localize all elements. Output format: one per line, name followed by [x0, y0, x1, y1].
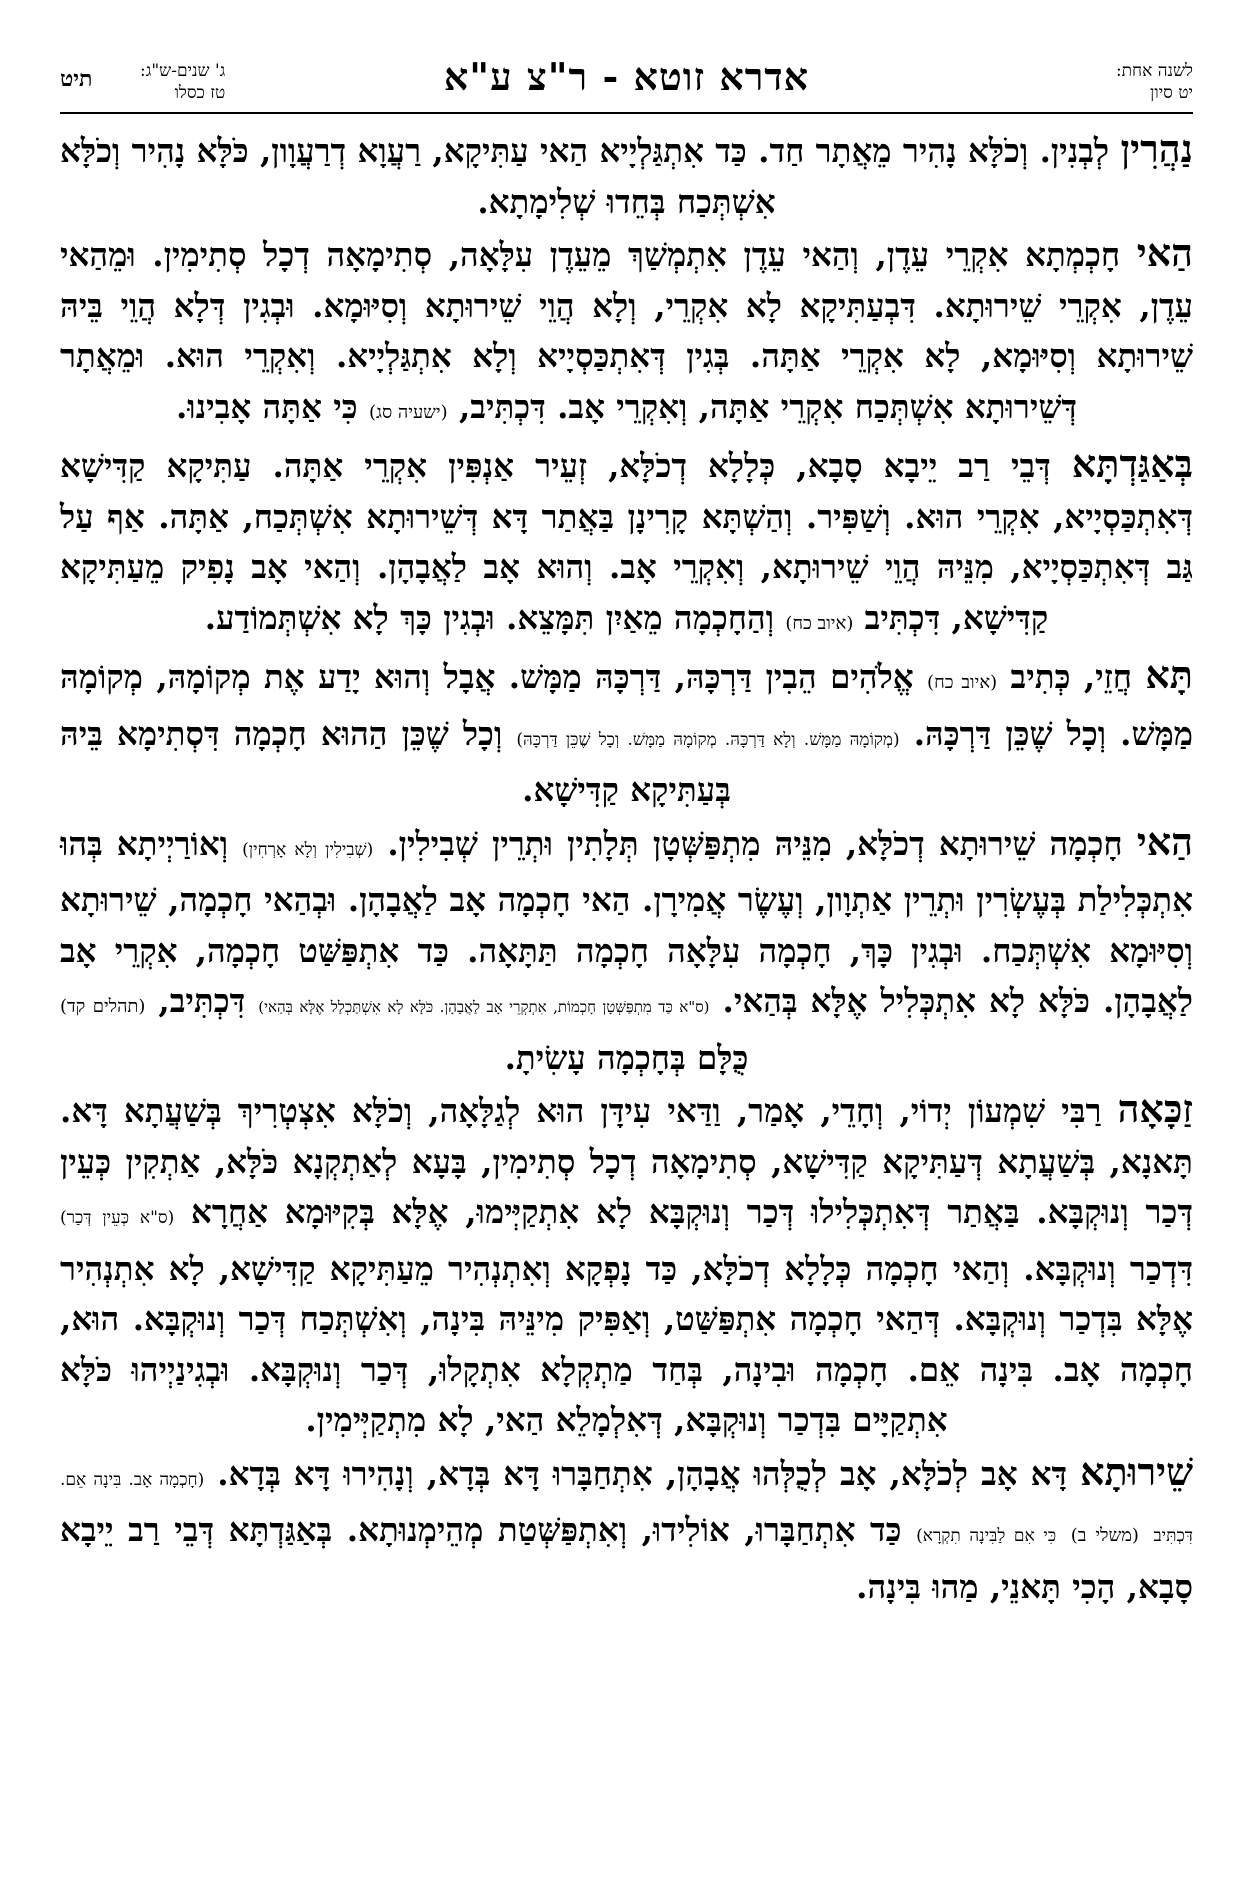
paragraph-text: וְהַחָכְמָה מֵאַיִן תִּמָּצֵא. וּבְגִין כָּךְ לָא אִשְׁתְּמוֹדַע.: [204, 597, 786, 637]
paragraph-opener: שֵׁירוּתָא: [1080, 1448, 1193, 1494]
paragraph-text: חָכְמְתָא אִקְרֵי עֵדֶן, וְהַאי עֵדֶן אִתְמְשַׁךְ מֵעֵדֶן עִלָּאָה, סְתִימָאָה דְכָל סְתִימִין. וּמֵהַאי עֵדֶן, אִקְרֵי שֵׁירוּתָא. דִּבְעַתִּיקָא לָא אִקְרֵי, וְלָא הֲוֵי שֵׁירוּתָא וְסִיּוּמָא. וּבְגִין דְּלָא הֲוֵי בֵּיהּ שֵׁירוּתָא וְסִיּוּמָא, לָא אִקְרֵי אַתָּה. בְּגִין דְּאִתְכַּסְיָיא וְלָא אִתְגַּלְיָיא. וְאִקְרֵי הוּא. וּמֵאֲתָר דְּשֵׁירוּתָא אִשְׁתְּכַח אִקְרֵי אַתָּה, וְאִקְרֵי אָב. דִּכְתִּיב,: [60, 235, 1193, 426]
paragraph: [60, 124, 1193, 227]
paragraph-text: אֱלֹהִים הֵבִין דַּרְכָּהּ, דַּרְכָּהּ מַמָּשׁ. אֲבָל וְהוּא יָדַע אֶת מְקוֹמָהּ, מְקוֹמָהּ מַמָּשׁ. וְכָל שֶׁכֵּן דַּרְכָּהּ.: [60, 657, 1193, 753]
paragraph-opener: הַאי: [1136, 230, 1193, 275]
paragraph-text: דִּדְכַר וְנוּקְבָּא. וְהַאי חָכְמָה כְּלָלָא דְכֹלָּא, כַּד נָפְקָא וְאִתְנְהִיר מֵעַתִּיקָא קַדִּישָׁא, לָא אִתְנְהִיר אֶלָּא בִּדְכַר וְנוּקְבָּא. דְּהַאי חָכְמָה אִתְפַּשַּׁט, וְאַפִּיק מִינֵּיהּ בִּינָה, וְאִשְׁתְּכַח דְּכַר וְנוּקְבָּא. הוּא, חָכְמָה אָב. בִּינָה אֵם. חָכְמָה וּבִינָה, בְּחַד מַתְקְלָא אִתְקָלוּ, דְּכַר וְנוּקְבָּא. וּבְגִינַיְיהוּ כֹּלָּא אִתְקַיָּים בִּדְכַר וְנוּקְבָּא, דְּאִלְמָלֵא הַאי, לָא מִתְקַיְּימִין.: [60, 1248, 1193, 1439]
paragraph-opener: זַכָּאָה: [1117, 1086, 1193, 1131]
variant-note: כִּי אִם לַבִּינָה תִקְרָא): [916, 1526, 1057, 1546]
variant-note: (ס"א כְּעֵין דְּכַר): [60, 1208, 175, 1228]
paragraph-text: לְבְנִין. וְכֹלָּא נָהִיר מֵאֲתָר חַד. כַּד אִתְגַּלְיָיא הַאי עַתִּיקָא, רַעֲוָא דְרַעֲוָון, כֹּלָּא נָהִיר וְכֹלָּא אִשְׁתְּכַח בְּחֵדוּ שְׁלִימָתָא.: [60, 131, 1121, 221]
paragraph-text: דָּא אָב לְכֹלָּא, אָב לְכֻלְּהוּ אֲבָהָן, אִתְחַבָּרוּ דָּא בְּדָא, וְנָהִירוּ דָּא בְּדָא.: [204, 1453, 1081, 1493]
paragraph: [60, 439, 1193, 649]
variant-note: (מְקוֹמָהּ מַמָּשׁ. וְלָא דַּרְכָּהּ. מְקוֹמָהּ מַמָּשׁ. וְכָל שֶׁכֵּן דַּרְכָּהּ): [516, 729, 900, 750]
paragraph: [60, 650, 1193, 816]
text-body: [60, 124, 1193, 1612]
header-divider: [60, 112, 1193, 114]
header-left-line1: ג' שנים-ש"ג:: [140, 61, 226, 81]
paragraph-text: דְּבֵי רַב יֵיבָא סָבָא, כְּלָלָא דְכֹלָּא, זְעֵיר אַנְפִּין אִקְרֵי אַתָּה. עַתִּיקָא קַדִּישָׁא דְּאִתְכַּסְיָיא, אִקְרֵי הוּא. וְשַׁפִּיר. וְהַשְׁתָּא קָרִינָן בַּאֲתַר דָּא דְּשֵׁירוּתָא אִשְׁתְּכַח, אַתָּה. אַף עַל גַּב דְּאִתְכַּסְיָיא, מִנֵּיהּ הֲוֵי שֵׁירוּתָא, וְאִקְרֵי אָב. וְהוּא אָב לַאֲבָהָן. וְהַאי אָב נָפִיק מֵעַתִּיקָא קַדִּישָׁא, דִּכְתִּיב: [60, 446, 1193, 637]
paragraph-opener: תָּא: [1145, 652, 1193, 697]
variant-note: (שְׁבִילִין וְלָא אָרְחִין): [242, 839, 374, 860]
paragraph-text: רַבִּי שִׁמְעוֹן יְדוֹי, וְחָדֵי, אָמַר, וַדַּאי עִידָּן הוּא לְגַלָּאָה, וְכֹלָּא אִצְטְרִיךְ בְּשַׁעֲתָא דָּא. תָּאנָא, בְּשַׁעֲתָא דְּעַתִּיקָא קַדִּישָׁא, סְתִימָאָה דְכָל סְתִימִין, בָּעָא לְאַתְקְנָא כֹּלָּא, אַתְקִין כְּעֵין דְּכַר וְנוּקְבָּא. בַּאֲתַר דְּאִתְכְּלִילוּ דְּכַר וְנוּקְבָּא לָא אִתְקַיְּימוּ, אֶלָּא בְּקִיּוּמָא אַחֲרָא: [60, 1091, 1193, 1231]
paragraph: [60, 228, 1193, 438]
header-right-line2: יט סיון: [1150, 83, 1193, 103]
paragraph: [60, 1084, 1193, 1446]
paragraph-text: חֲזֵי, כְּתִיב: [997, 657, 1146, 696]
paragraph-text: כִּי אַתָּה אָבִינוּ.: [175, 386, 369, 426]
paragraph-opener: הַאי: [1136, 818, 1193, 864]
paragraph-text: כַּד אִתְחַבָּרוּ, אוֹלִידוּ, וְאִתְפַּשְּׁטַת מְהֵימְנוּתָא. בְּאַגַּדְתָּא דְּבֵי רַב יֵיבָא סָבָא, הָכִי תָּאנֵי, מַהוּ בִּינָה.: [60, 1510, 1193, 1606]
header-right-line1: לשנה אחת:: [1115, 61, 1193, 81]
paragraph-text: וְאוֹרַיְיתָא בְּהוּ אִתְכְּלִילַת בְּעֶשְׂרִין וּתְרֵין אַתְוָון, וְעֶשֶׂר אֲמִירָן. הַאי חָכְמָה אָב לַאֲבָהָן. וּבְהַאי חָכְמָה, שֵׁירוּתָא וְסִיּוּמָא אִשְׁתְּכַח. וּבְגִין כָּךְ, חָכְמָה עִלָּאָה חָכְמָה תַּתָּאָה. כַּד אִתְפַּשַּׁט חָכְמָה, אִקְרֵי אָב לַאֲבָהָן. כֹּלָּא לָא אִתְכְּלִיל אֶלָּא בְּהַאי.: [60, 823, 1193, 1020]
paragraph-text: חָכְמָה שֵׁירוּתָא דְכֹלָּא, מִנֵּיהּ מִתְפַּשְּׁטָן תְּלָתִין וּתְרֵין שְׁבִילִין.: [373, 823, 1137, 863]
paragraph-opener: נַהֲרִין: [1120, 126, 1193, 171]
paragraph-text: וְכָל שֶׁכֵּן הַהוּא חָכְמָה דִּסְתִימָא בֵּיהּ בְּעַתִּיקָא קַדִּישָׁא.: [60, 713, 731, 809]
source-reference: (משלי ב): [1070, 1525, 1139, 1546]
paragraph-opener: בְּאַגַּדְתָּא: [1071, 441, 1193, 486]
source-reference: (איוב כח): [785, 612, 854, 634]
paragraph: [60, 817, 1193, 1084]
paragraph-text: דִּכְתִּיב,: [145, 981, 259, 1020]
variant-note: (ס"א כַּד מִתְפַּשְּׁטָן חָכְמוֹת, אִתְקְרֵי אָב לַאֲבָהָן. כֹּלָּא לָא אִשְׁתַּכְלַל אֶלָּא בְּהַאי): [258, 998, 710, 1016]
page-title: אדרא זוטא - ר"צ ע"א: [443, 54, 810, 99]
page-header: [60, 52, 1193, 108]
page-number: תיט: [60, 66, 93, 92]
paragraph: [60, 1447, 1193, 1613]
source-reference: (איוב כח): [927, 672, 998, 693]
source-reference: (תהלים קד): [60, 996, 146, 1017]
source-reference: (ישעיה סג): [368, 401, 448, 423]
paragraph-text: כֻּלָּם בְּחָכְמָה עָשִׂיתָ.: [504, 1037, 749, 1077]
variant-note: (חָכְמָה אָב. בִּינָה אֵם. דִּכְתִּיב: [60, 1469, 1193, 1546]
header-left-line2: טז כסלו: [174, 83, 226, 103]
header-schedule-three-years: [140, 60, 225, 104]
